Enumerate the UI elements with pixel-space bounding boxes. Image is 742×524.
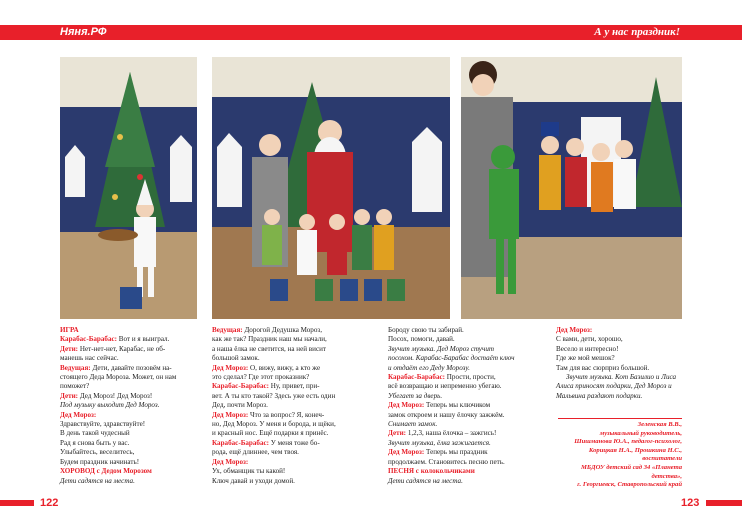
line-text: У меня тоже бо- xyxy=(269,438,320,447)
script-line xyxy=(60,392,200,401)
speaker-label: Дед Мороз: xyxy=(60,410,97,419)
line-text: Дед Мороз! Дед Мороз! xyxy=(78,391,153,400)
script-line xyxy=(212,411,362,420)
speaker-label: Ведущая: xyxy=(60,363,91,372)
script-line: рода, ещё длиннее, чем твоя. xyxy=(212,448,299,457)
author-credits xyxy=(558,418,682,490)
script-line: Под музыку выходит Дед Мороз. xyxy=(60,401,160,410)
speaker-label: Дети: xyxy=(60,344,79,353)
line-text: Теперь мы ключиком xyxy=(424,401,491,410)
line-text: 1,2,3, наша ёлочка – зажгись! xyxy=(406,429,497,438)
line-text: Что за вопрос? Я, конеч- xyxy=(248,410,325,419)
script-line xyxy=(212,439,362,448)
footer-bar-left xyxy=(0,500,34,506)
script-line: Здравствуйте, здравствуйте! xyxy=(60,420,146,429)
script-line: посохом. Карабас-Барабас достаёт ключ xyxy=(388,354,515,363)
credit-line: музыкальный руководитель, xyxy=(599,429,682,437)
line-text: Прости, прости, xyxy=(445,373,496,382)
text-column-2 xyxy=(212,326,362,486)
script-line: Звучит музыка. Кот Базилио и Лиса xyxy=(566,373,677,382)
speaker-label: Дед Мороз: xyxy=(556,326,593,334)
script-line xyxy=(60,345,200,354)
text-column-1 xyxy=(60,326,200,486)
script-line xyxy=(60,364,200,373)
script-line: ИГРА xyxy=(60,326,79,334)
script-line: Посох, помоги, давай. xyxy=(388,335,455,344)
script-line: Где же мой мешок? xyxy=(556,354,615,363)
line-text: Вот и я выиграл. xyxy=(117,335,170,344)
script-line xyxy=(60,411,200,420)
script-line: В день такой чудесный xyxy=(60,429,130,438)
script-line: Будем праздник начинать! xyxy=(60,457,140,466)
script-line: Ключ давай и уходи домой. xyxy=(212,476,295,485)
speaker-label: Дети: xyxy=(388,429,407,438)
script-line: вет. А ты кто такой? Здесь уже есть один xyxy=(212,391,336,400)
speaker-label: Карабас-Барабас: xyxy=(60,335,118,344)
script-line: ПЕСНЯ с колокольчиками xyxy=(388,467,475,476)
credit-line: детства», xyxy=(651,472,682,480)
credit-line: г. Георгиевск, Ставропольский край xyxy=(577,481,682,489)
speaker-label: Карабас-Барабас: xyxy=(212,382,270,391)
script-line: Рад я снова быть у вас. xyxy=(60,438,130,447)
script-line xyxy=(212,326,362,335)
script-line: Дети садятся на места. xyxy=(60,476,135,485)
script-line: Бороду свою ты забирай. xyxy=(388,326,464,334)
script-line: продолжаем. Становитесь песню петь. xyxy=(388,457,505,466)
script-line xyxy=(212,382,362,391)
script-line: Мальвина раздают подарки. xyxy=(556,391,643,400)
script-line: Звучит музыка, ёлка зажигается. xyxy=(388,438,491,447)
script-line: стоящего Деда Мороза. Может, он нам xyxy=(60,373,177,382)
script-line: и красный нос. Ещё подарки я принёс. xyxy=(212,429,329,438)
line-text: Ну, привет, при- xyxy=(269,382,320,391)
script-line: ХОРОВОД с Дедом Морозом xyxy=(60,467,152,476)
section-title: А у нас праздник! xyxy=(594,26,680,38)
photo-child-guitar xyxy=(60,57,197,319)
line-text: Нет-нет-нет, Карабас, не об- xyxy=(78,344,166,353)
speaker-label: Ведущая: xyxy=(212,326,243,334)
speaker-label: Карабас-Барабас: xyxy=(212,438,270,447)
script-line: Там для вас сюрприз большой. xyxy=(556,363,650,372)
script-line xyxy=(60,335,200,344)
credit-line: Зеленская В.В., xyxy=(637,421,682,428)
script-line: С вами, дети, хорошо, xyxy=(556,335,623,344)
script-line: большой замок. xyxy=(212,354,260,363)
script-line xyxy=(388,401,530,410)
script-line xyxy=(388,429,530,438)
script-line xyxy=(388,448,530,457)
text-column-3 xyxy=(388,326,530,486)
script-line: всё возвращаю и непременно убегаю. xyxy=(388,382,502,391)
script-line: это сделал? Где этот проказник? xyxy=(212,373,310,382)
script-line: поможет? xyxy=(60,382,90,391)
magazine-brand: Няня.РФ xyxy=(60,26,107,38)
script-line xyxy=(556,326,684,335)
script-line: как же так? Праздник наш мы начали, xyxy=(212,335,327,344)
footer-bar-right xyxy=(706,500,742,506)
photo-ded-moroz-group xyxy=(212,57,450,319)
script-line: и отдаёт его Деду Морозу. xyxy=(388,363,470,372)
credit-line: МБДОУ детский сад 34 «Планета xyxy=(581,463,682,471)
speaker-label: Дед Мороз: xyxy=(212,363,249,372)
line-text: О, вижу, вижу, а кто же xyxy=(248,363,321,372)
speaker-label: Дед Мороз: xyxy=(212,410,249,419)
page-number-right: 123 xyxy=(681,497,700,509)
script-line: Весело и интересно! xyxy=(556,344,619,353)
script-line xyxy=(388,373,530,382)
script-line xyxy=(212,364,362,373)
script-line: а наша ёлка не светится, на ней висит xyxy=(212,344,326,353)
speaker-label: Дед Мороз: xyxy=(388,401,425,410)
credit-line: Шишманова Ю.А., педагог-психолог, xyxy=(574,438,682,446)
script-line: Алиса приносят подарки, Дед Мороз и xyxy=(556,382,672,391)
script-line: Дед, почти Мороз. xyxy=(212,401,268,410)
speaker-label: Карабас-Барабас: xyxy=(388,373,446,382)
script-line: Дети садятся на места. xyxy=(388,476,463,485)
page-number-left: 122 xyxy=(40,497,59,509)
line-text: Дорогой Дедушка Мороз, xyxy=(242,326,322,334)
script-line: но, Дед Мороз. У меня и борода, и щёки, xyxy=(212,420,336,429)
credit-line: Корицкая Н.А., Прошкина Н.С., xyxy=(588,446,682,454)
script-line: замок откроем и нашу ёлочку зажжём. xyxy=(388,410,505,419)
script-line: Звучит музыка. Дед Мороз стучит xyxy=(388,344,494,353)
line-text: Теперь мы праздник xyxy=(424,448,488,457)
text-column-4 xyxy=(556,326,684,401)
photo-costume-children xyxy=(461,57,682,319)
speaker-label: Дед Мороз: xyxy=(212,457,249,466)
script-line: Убегает за дверь. xyxy=(388,391,443,400)
script-line: Улыбайтесь, веселитесь, xyxy=(60,448,135,457)
script-line: Ух, обманщик ты какой! xyxy=(212,467,286,476)
credit-line: воспитатели xyxy=(642,455,682,463)
script-line: манешь нас сейчас. xyxy=(60,354,119,363)
speaker-label: Дед Мороз: xyxy=(388,448,425,457)
line-text: Дети, давайте позовём на- xyxy=(90,363,172,372)
speaker-label: Дети: xyxy=(60,391,79,400)
script-line xyxy=(212,458,362,467)
script-line: Снимает замок. xyxy=(388,420,438,429)
